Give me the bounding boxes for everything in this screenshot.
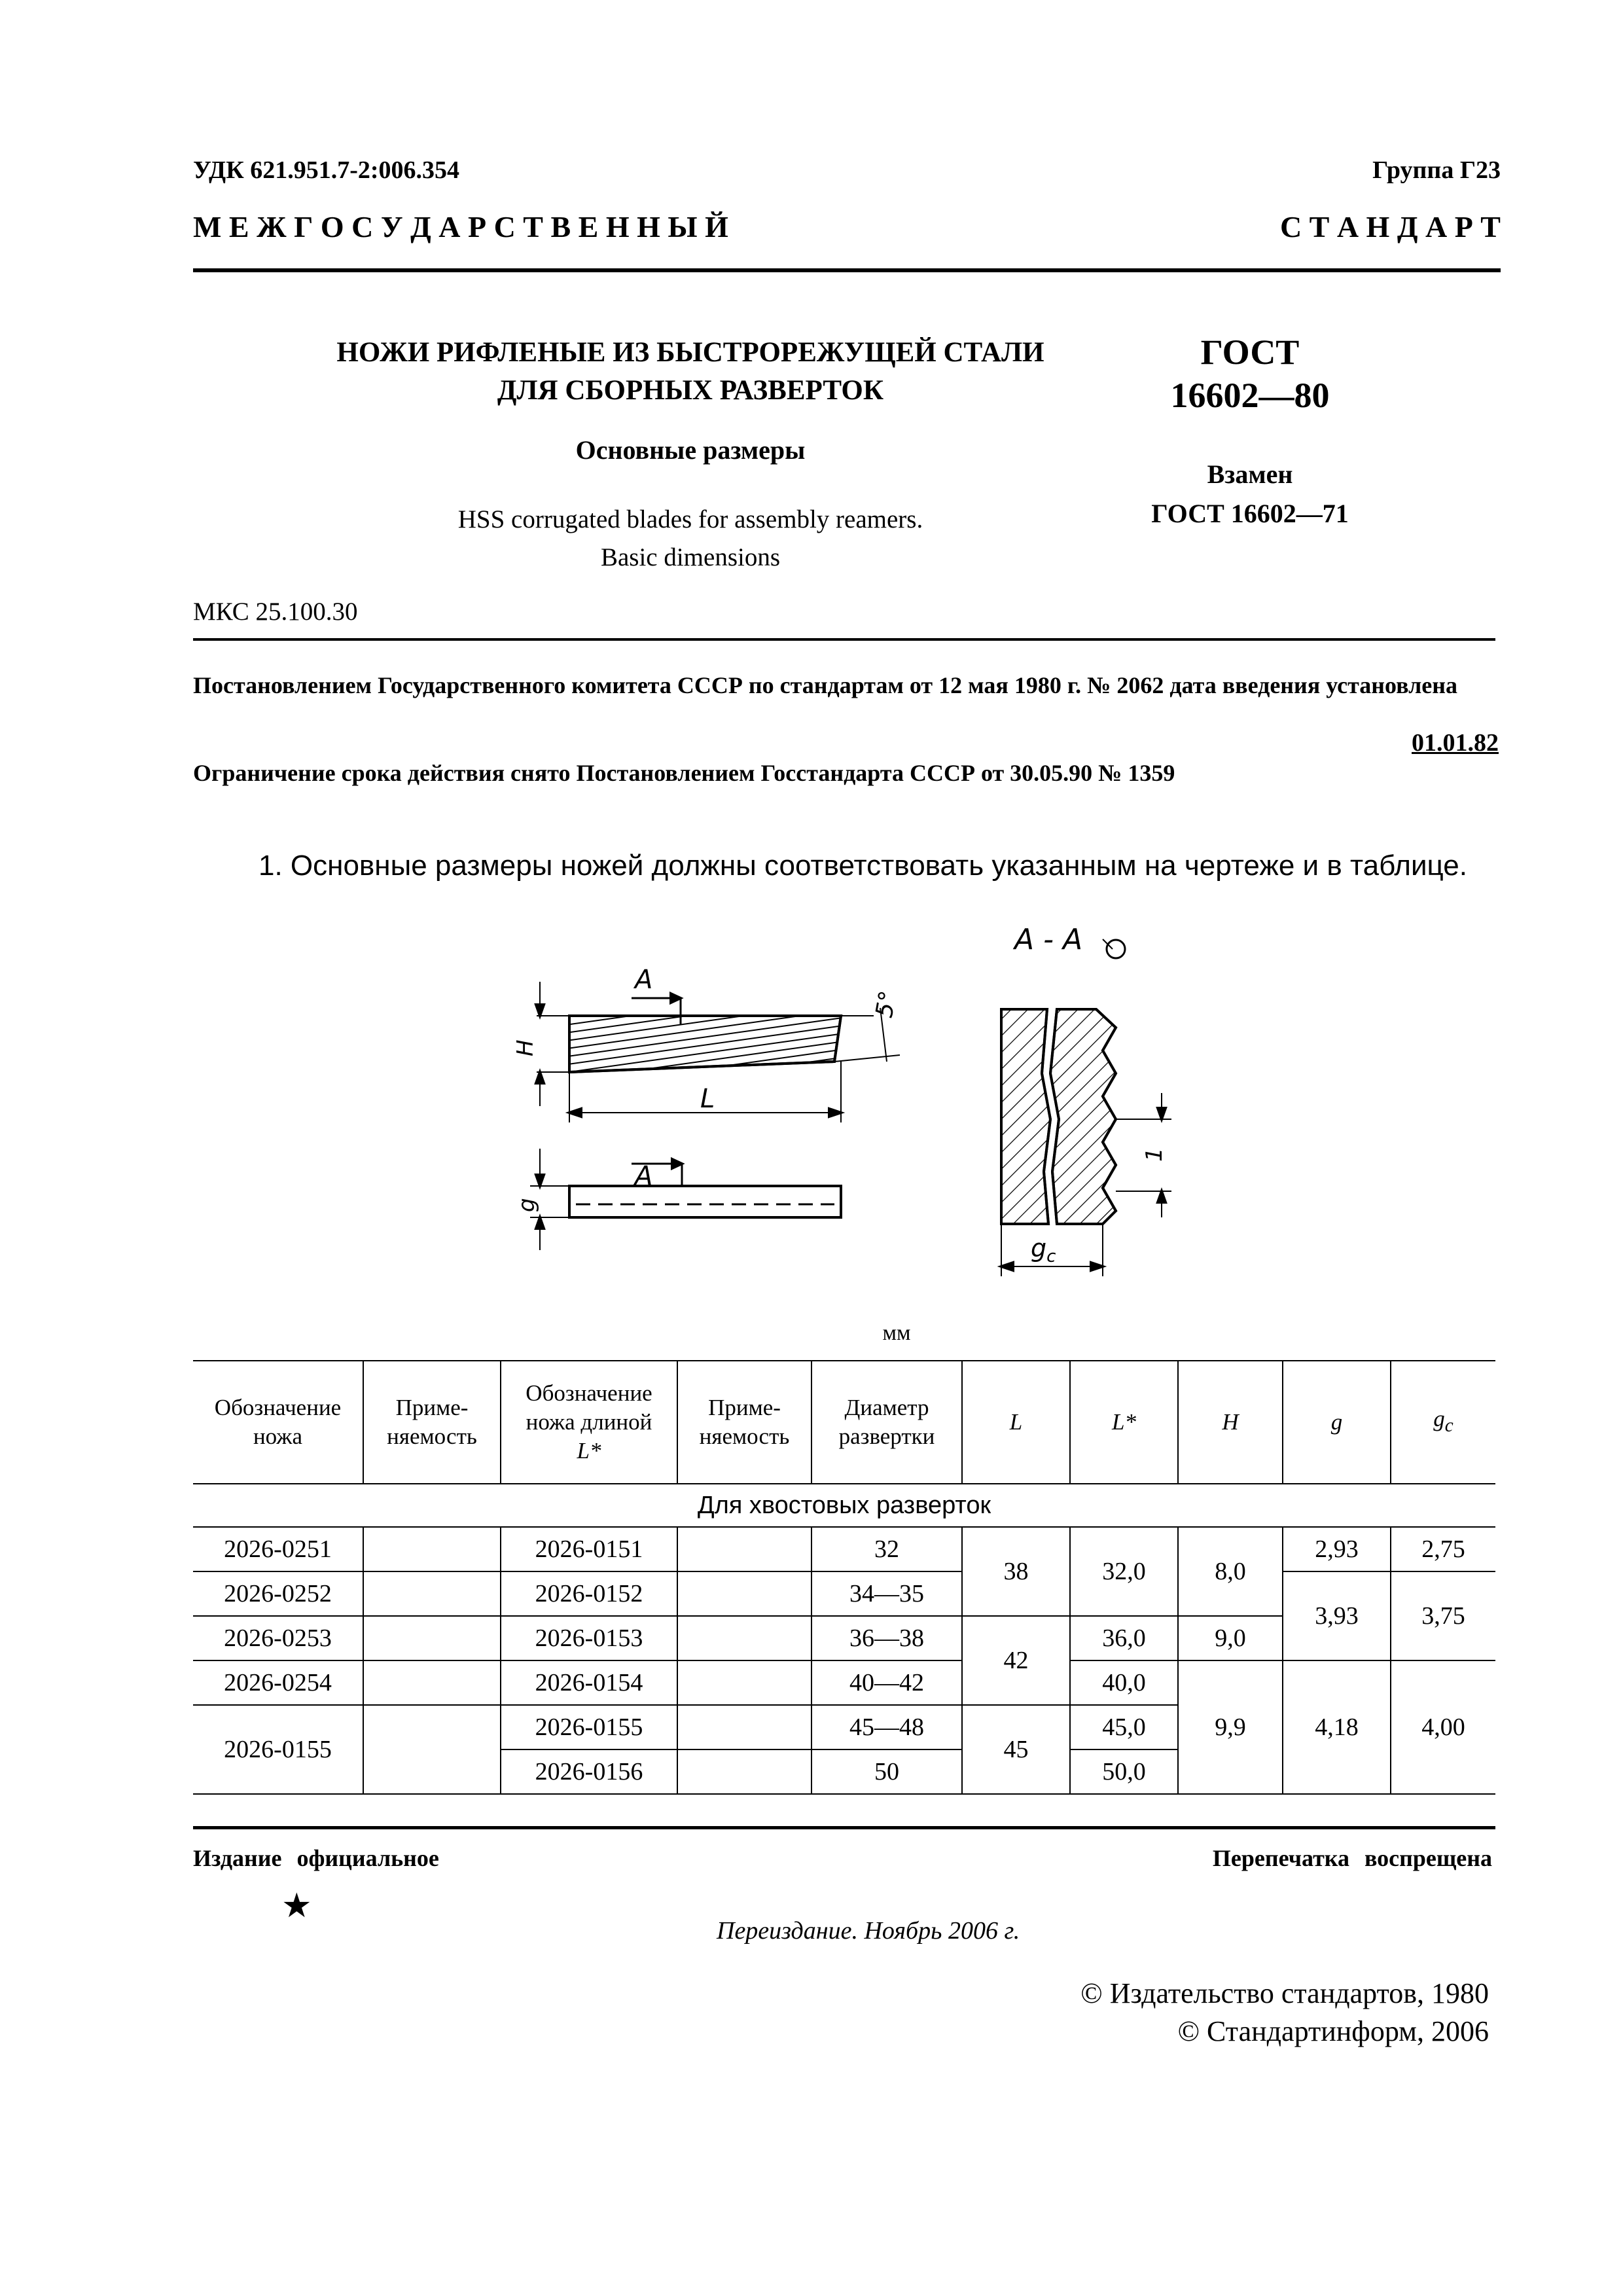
english-title-line-1: HSS corrugated blades for assembly reamers. [457, 505, 923, 533]
cell-applicability [363, 1616, 501, 1660]
footer-rule [193, 1826, 1495, 1829]
dimensions-table [193, 1360, 1495, 1795]
cell-designation: 2026-0254 [193, 1660, 363, 1705]
cell-applicability [677, 1749, 812, 1794]
cell-diameter: 36—38 [812, 1616, 962, 1660]
cell-gc: 2,75 [1391, 1527, 1495, 1571]
document-title [288, 334, 1093, 410]
label-section-a-a: A - A [1014, 923, 1083, 956]
label-H: H [512, 1039, 539, 1056]
clause-1: 1. Основные размеры ножей должны соответствовать указанным на чертеже и в таблице. [259, 850, 1467, 882]
official-edition: Издание официальное [193, 1845, 439, 1871]
english-title-line-2: Basic dimensions [600, 543, 781, 571]
header-applicability-2: Приме- няемость [677, 1361, 812, 1484]
section-title: Для хвостовых разверток [193, 1484, 1495, 1527]
gost-number-block [1099, 331, 1400, 417]
header-rule [193, 268, 1501, 272]
label-g: g [514, 1198, 540, 1212]
cell-applicability [677, 1616, 812, 1660]
group-code: Группа Г23 [1372, 156, 1501, 184]
cell-diameter: 32 [812, 1527, 962, 1571]
reprint-prohibited: Перепечатка воспрещена [1212, 1845, 1492, 1871]
cell-diameter: 34—35 [812, 1571, 962, 1616]
cell-designation-length: 2026-0156 [501, 1749, 677, 1794]
banner-word-standard: С Т А Н Д А Р Т [1279, 210, 1501, 243]
label-pitch: 1 [1141, 1147, 1168, 1162]
gost-number: 16602—80 [1170, 376, 1330, 415]
label-A-top: A [635, 965, 653, 995]
title-line-1: НОЖИ РИФЛЕНЫЕ ИЗ БЫСТРОРЕЖУЩЕЙ СТАЛИ [336, 337, 1044, 368]
cell-designation: 2026-0251 [193, 1527, 363, 1571]
cell-gc: 4,00 [1391, 1660, 1495, 1794]
cell-applicability [363, 1660, 501, 1705]
cell-diameter: 45—48 [812, 1705, 962, 1749]
introduction-date: 01.01.82 [1412, 729, 1499, 757]
blade-plan-view [530, 1149, 841, 1250]
cell-applicability [363, 1527, 501, 1571]
header-Lstar: L* [1070, 1361, 1178, 1484]
table-row [193, 1527, 1495, 1571]
cell-designation: 2026-0155 [193, 1705, 363, 1794]
table-header-row [193, 1361, 1495, 1484]
cell-designation-length: 2026-0154 [501, 1660, 677, 1705]
document-subtitle: Основные размеры [575, 435, 806, 465]
header-designation-length [501, 1361, 677, 1484]
cell-H: 9,9 [1178, 1660, 1283, 1794]
cell-L: 45 [962, 1705, 1070, 1794]
cell-designation: 2026-0252 [193, 1571, 363, 1616]
decree-text: Постановлением Государственного комитета СССР по стандартам от 12 мая 1980 г. № 2062 дата введения установлена [193, 672, 1457, 698]
cell-Lstar: 32,0 [1070, 1527, 1178, 1616]
cell-H: 8,0 [1178, 1527, 1283, 1616]
blade-side-view [536, 982, 900, 1122]
cell-applicability [677, 1660, 812, 1705]
technical-drawing [510, 910, 1191, 1302]
section-a-a [1001, 939, 1171, 1276]
header-designation-length-text: Обозначение ножа длиной [526, 1380, 652, 1435]
cell-L: 38 [962, 1527, 1070, 1616]
cell-gc: 3,75 [1391, 1571, 1495, 1660]
header-designation: Обозначение ножа [193, 1361, 363, 1484]
header-diameter: Диаметр развертки [812, 1361, 962, 1484]
star-icon: ★ [281, 1888, 312, 1925]
limitation-note: Ограничение срока действия снято Постановлением Госстандарта СССР от 30.05.90 № 1359 [193, 760, 1175, 786]
cell-H: 9,0 [1178, 1616, 1283, 1660]
cell-Lstar: 50,0 [1070, 1749, 1178, 1794]
cell-g: 3,93 [1283, 1571, 1391, 1660]
header-gc: $g_c$ [1391, 1361, 1495, 1484]
label-A-bottom: A [635, 1161, 653, 1191]
table-section-row [193, 1484, 1495, 1527]
cell-g: 4,18 [1283, 1660, 1391, 1794]
cell-diameter: 50 [812, 1749, 962, 1794]
cell-designation-length: 2026-0151 [501, 1527, 677, 1571]
cell-applicability [363, 1705, 501, 1794]
copyright-publisher: © Издательство стандартов, 1980 [1080, 1977, 1489, 2009]
cell-Lstar: 40,0 [1070, 1660, 1178, 1705]
label-angle: 5° [870, 988, 902, 1020]
cell-applicability [677, 1527, 812, 1571]
copyright-standartinform: © Стандартинформ, 2006 [1177, 2015, 1489, 2047]
gost-label: ГОСТ [1200, 332, 1300, 372]
mks-code: МКС 25.100.30 [193, 598, 358, 626]
label-L: L [700, 1084, 715, 1114]
replaces-label: Взамен [1207, 459, 1293, 489]
replaces-number: ГОСТ 16602—71 [1151, 499, 1349, 528]
cell-Lstar: 36,0 [1070, 1616, 1178, 1660]
table-units: мм [882, 1321, 911, 1345]
english-title [288, 501, 1093, 577]
cell-diameter: 40—42 [812, 1660, 962, 1705]
table-row [193, 1660, 1495, 1705]
cell-applicability [677, 1571, 812, 1616]
title-rule [193, 638, 1495, 641]
cell-g: 2,93 [1283, 1527, 1391, 1571]
label-gc: $g_c$ [1031, 1234, 1056, 1266]
cell-applicability [677, 1705, 812, 1749]
table-row [193, 1571, 1495, 1616]
standard-banner [193, 209, 1501, 244]
udk-code: УДК 621.951.7-2:006.354 [193, 156, 460, 184]
cell-designation-length: 2026-0153 [501, 1616, 677, 1660]
replaces-block [1099, 455, 1400, 533]
cell-applicability [363, 1571, 501, 1616]
header-L: L [962, 1361, 1070, 1484]
header-g: g [1283, 1361, 1391, 1484]
banner-word-interstate: М Е Ж Г О С У Д А Р С Т В Е Н Н Ы Й [193, 210, 728, 243]
header-H: H [1178, 1361, 1283, 1484]
cell-designation-length: 2026-0155 [501, 1705, 677, 1749]
header-applicability-1: Приме- няемость [363, 1361, 501, 1484]
reissue-note: Переиздание. Ноябрь 2006 г. [717, 1917, 1020, 1945]
cell-designation-length: 2026-0152 [501, 1571, 677, 1616]
cell-L: 42 [962, 1616, 1070, 1705]
header-designation-length-symbol: L* [577, 1438, 601, 1463]
cell-Lstar: 45,0 [1070, 1705, 1178, 1749]
title-line-2: ДЛЯ СБОРНЫХ РАЗВЕРТОК [497, 375, 884, 406]
cell-designation: 2026-0253 [193, 1616, 363, 1660]
